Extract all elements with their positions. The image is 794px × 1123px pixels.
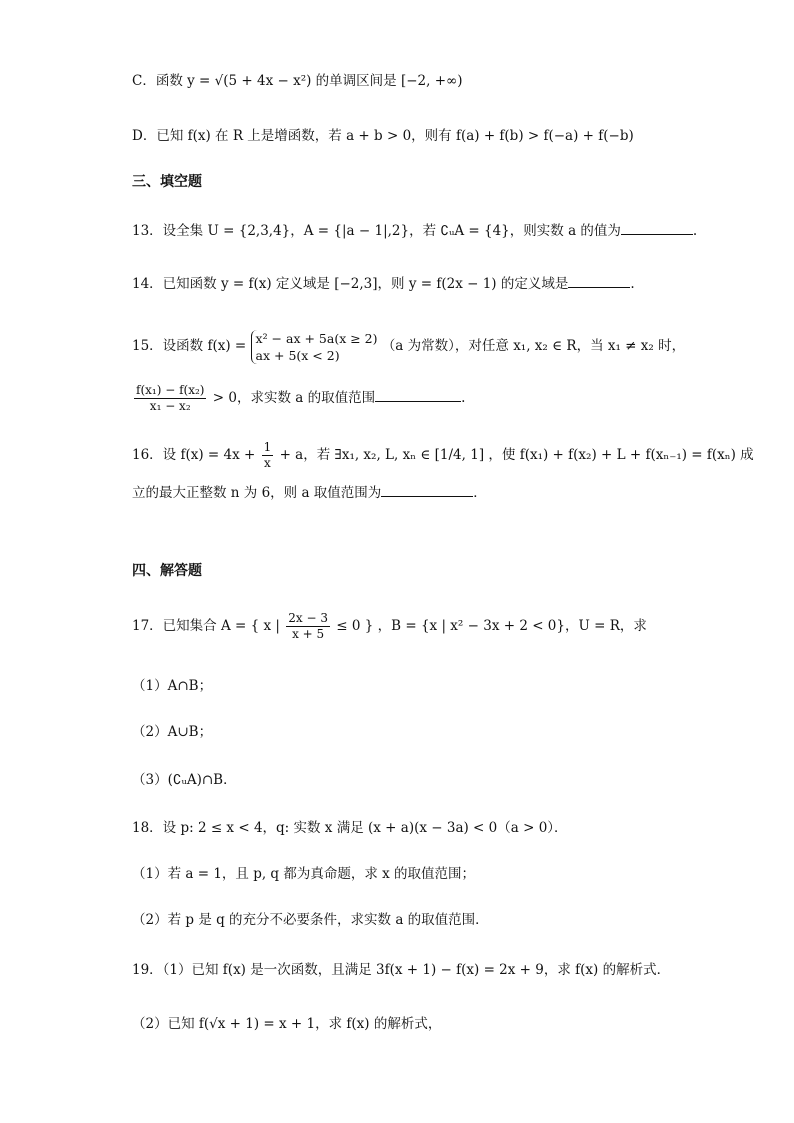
- question-16-line-2: 立的最大正整数 n 为 6，则 a 取值范围为 ．: [132, 482, 487, 503]
- question-19-part-2: （2）已知 f(√x + 1) = x + 1，求 f(x) 的解析式，: [132, 1016, 442, 1032]
- option-c: C．函数 y = √(5 + 4x − x²) 的单调区间是 [−2, +∞): [132, 73, 463, 89]
- interval-high: 1: [470, 447, 479, 463]
- fraction-denominator: x + 5: [292, 627, 325, 641]
- question-14: 14．已知函数 y = f(x) 定义域是 [−2,3]，则 y = f(2x − 1) 的定义域是 .: [132, 273, 635, 294]
- set-a-fraction: [286, 611, 330, 642]
- question-16: [132, 436, 754, 474]
- answer-blank: [568, 273, 630, 288]
- piecewise-case-2: ax + 5(x < 2): [255, 347, 340, 363]
- question-13: 13．设全集 U = {2,3,4}，A = {|a − 1|,2}，若 ∁ᵤA = {4}，则实数 a 的值为 .: [132, 220, 697, 241]
- question-17-post: ，B = {x | x² − 3x + 2 < 0}，U = R，求: [377, 618, 647, 634]
- interval-low: 1/4: [439, 447, 462, 463]
- section-heading-solutions: 四、解答题: [132, 563, 202, 579]
- question-16-line-2-text: 立的最大正整数 n 为 6，则 a 取值范围为: [132, 485, 382, 501]
- question-15-pre: 15．设函数 f(x) =: [132, 338, 247, 354]
- fraction-numerator: 1: [263, 440, 272, 454]
- question-17: [132, 608, 647, 644]
- question-17-pre: 17．已知集合 A =: [132, 618, 247, 634]
- difference-quotient: [134, 383, 206, 414]
- question-13-text: 13．设全集 U = {2,3,4}，A = {|a − 1|,2}，若 ∁ᵤA = {4}，则实数 a 的值为: [132, 223, 621, 239]
- answer-blank: [621, 220, 693, 235]
- question-18-part-1: （1）若 a = 1，且 p, q 都为真命题，求 x 的取值范围；: [132, 866, 476, 882]
- fraction-denominator: x: [264, 456, 271, 470]
- fraction-numerator: f(x₁) − f(x₂): [136, 383, 205, 397]
- question-15: [132, 326, 685, 366]
- question-17-part-2: （2）A∪B；: [132, 724, 213, 740]
- fraction-denominator: x₁ − x₂: [149, 399, 191, 413]
- question-15-condition: $\frac{\text{f(x₁) − f(x₂)}}{\text{x₁ − x₂}}$ > 0，求实数 a 的取值范围 .: [136, 383, 466, 413]
- set-a: { x | $\frac{2x - 3}{x + 5}$ ≤ 0 }: [250, 611, 374, 641]
- answer-blank: [375, 387, 461, 402]
- question-18-part-2: （2）若 p 是 q 的充分不必要条件，求实数 a 的取值范围．: [132, 912, 489, 928]
- question-16-post: ，使 f(x₁) + f(x₂) + L + f(xₙ₋₁) = f(xₙ) 成: [488, 447, 754, 463]
- question-17-part-1: （1）A∩B；: [132, 678, 213, 694]
- piecewise-function: [251, 330, 378, 364]
- question-16-pre: 16．设 f(x) = 4x +: [132, 447, 256, 463]
- fraction-numerator: 2x − 3: [288, 611, 328, 625]
- question-19-part-1: 19．（1）已知 f(x) 是一次函数，且满足 3f(x + 1) − f(x) = 2x + 9，求 f(x) 的解析式．: [132, 962, 671, 978]
- reciprocal-fraction: [262, 440, 274, 471]
- question-15-tail: > 0，求实数 a 的取值范围: [212, 390, 376, 406]
- question-16-mid: + a，若 ∃x₁, x₂, L, xₙ ∈: [279, 447, 431, 463]
- question-18: 18．设 p: 2 ≤ x < 4，q: 实数 x 满足 (x + a)(x − 3a) < 0（a > 0）．: [132, 820, 568, 836]
- answer-blank: [381, 482, 473, 497]
- question-15-post: （a 为常数），对任意 x₁, x₂ ∈ R，当 x₁ ≠ x₂ 时，: [381, 338, 686, 354]
- piecewise-case-1: x² − ax + 5a(x ≥ 2): [255, 330, 378, 346]
- option-d: D．已知 f(x) 在 R 上是增函数，若 a + b > 0，则有 f(a) + f(b) > f(−a) + f(−b): [132, 128, 634, 144]
- question-17-part-3: （3）(∁ᵤA)∩B．: [132, 772, 237, 788]
- interval: [1/4, 1]: [434, 447, 485, 463]
- section-heading-fill-in: 三、填空题: [132, 174, 202, 190]
- question-14-text: 14．已知函数 y = f(x) 定义域是 [−2,3]，则 y = f(2x − 1) 的定义域是: [132, 276, 569, 292]
